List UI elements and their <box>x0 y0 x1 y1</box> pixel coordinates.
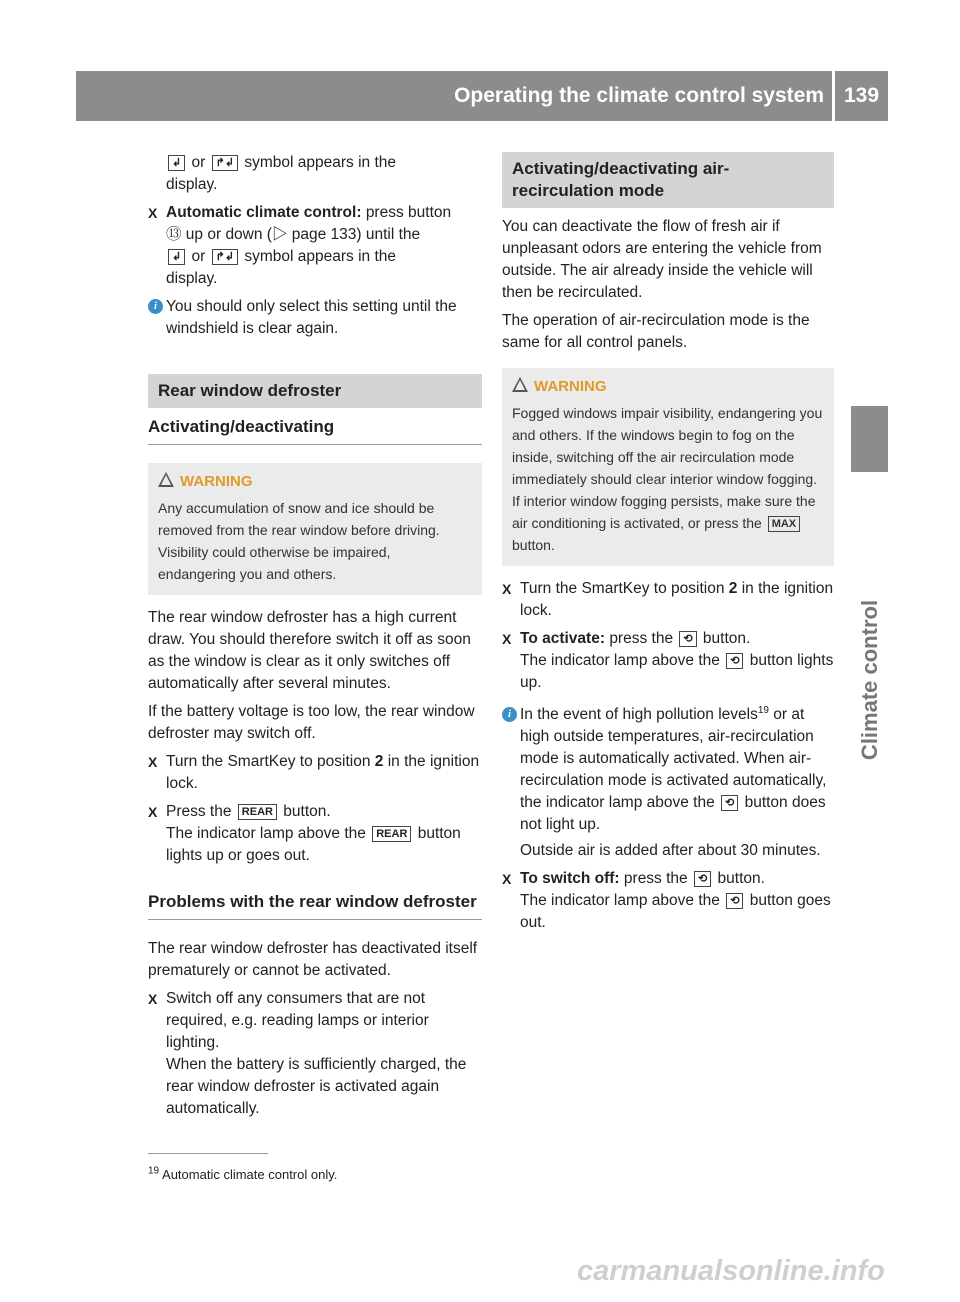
paragraph: The operation of air-recirculation mode is the same for all control panels. <box>502 312 810 351</box>
intro-text: ↲ or ↱↲ symbol appears in the display. <box>166 154 397 193</box>
info-note: i You should only select this setting until the windshield is clear again. <box>148 296 482 340</box>
subheading-problems: Problems with the rear window defroster <box>148 883 482 920</box>
airflow-windshield-icon: ↲ <box>168 155 185 171</box>
step-marker-icon: X <box>502 871 512 887</box>
step-marker-icon: X <box>148 754 158 770</box>
rear-defroster-icon: REAR <box>238 804 277 820</box>
warning-triangle-icon <box>512 377 528 392</box>
page-number: 139 <box>843 84 880 107</box>
info-icon: i <box>502 707 517 722</box>
side-tab-label: Climate control <box>857 599 882 761</box>
step-press-rear: X Press the REAR button. The indicator lamp above the REAR button lights up or goes out. <box>148 803 461 864</box>
airflow-windshield-footwell-icon: ↱↲ <box>212 249 238 265</box>
watermark: carmanualsonline.info <box>577 1255 885 1287</box>
warning-triangle-icon <box>158 472 174 487</box>
step-activate: X To activate: press the ⟲ button. The indicator lamp above the ⟲ button lights up. <box>502 630 834 691</box>
airflow-windshield-footwell-icon: ↱↲ <box>212 155 238 171</box>
step-marker-icon: X <box>148 804 158 820</box>
step-switch-off-consumers: X Switch off any consumers that are not required, e.g. reading lamps or interior lighting. When the battery is sufficiently charged, the rear window defroster is activated again automatically. <box>148 990 467 1117</box>
info-note: i In the event of high pollution levels$^{19}$ or at high outside temperatures, air-recirculation mode is automatically activated. When air-recirculation mode is activated automatically, the indicator lamp above the ⟲ button does not light up. Outside air is added after about 30 minutes. <box>502 704 834 862</box>
air-recirculation-icon: ⟲ <box>726 893 743 909</box>
warning-text: Fogged windows impair visibility, endangering you and others. If the windows begin to fog on the inside, switching off the air recirculation mode immediately should clear interior window fogging. If interior window fogging persists, make sure the air conditioning is activated, or press the MAX button. <box>512 405 823 553</box>
info-icon: i <box>148 299 163 314</box>
footnote: $^{19}$ Automatic climate control only. <box>148 1165 338 1182</box>
subheading-activating: Activating/deactivating <box>148 408 482 445</box>
paragraph: You can deactivate the flow of fresh air if unpleasant odors are entering the vehicle from outside. The air already inside the vehicle will then be recirculated. <box>502 218 822 301</box>
left-column <box>148 152 482 1126</box>
step-marker-icon: X <box>502 631 512 647</box>
step-turn-key: X Turn the SmartKey to position 2 in the ignition lock. <box>502 580 834 619</box>
step-marker-icon: X <box>502 581 512 597</box>
right-column <box>502 152 834 940</box>
max-defrost-icon: MAX <box>768 516 800 532</box>
step-marker-icon: X <box>148 205 158 221</box>
air-recirculation-icon: ⟲ <box>721 795 738 811</box>
page-title: Operating the climate control system <box>454 84 824 107</box>
side-tab-marker <box>851 406 888 472</box>
step-turn-key: X Turn the SmartKey to position 2 in the ignition lock. <box>148 753 480 792</box>
paragraph: The rear window defroster has deactivated itself prematurely or cannot be activated. <box>148 940 478 979</box>
step-marker-icon: X <box>148 991 158 1007</box>
rear-defroster-icon: REAR <box>372 826 411 842</box>
paragraph: The rear window defroster has a high current draw. You should therefore switch it off as soon as the window is clear as it only switches off automatically after several minutes. <box>148 609 471 692</box>
step-switch-off: X To switch off: press the ⟲ button. The indicator lamp above the ⟲ button goes out. <box>502 870 831 931</box>
paragraph: If the battery voltage is too low, the rear window defroster may switch off. <box>148 703 475 742</box>
warning-box <box>502 368 834 566</box>
air-recirculation-icon: ⟲ <box>726 653 743 669</box>
section-heading-rear-defroster: Rear window defroster <box>148 374 482 408</box>
footnote-rule <box>148 1153 268 1154</box>
air-recirculation-icon: ⟲ <box>679 631 696 647</box>
air-recirculation-icon: ⟲ <box>694 871 711 887</box>
airflow-windshield-icon: ↲ <box>168 249 185 265</box>
warning-title: WARNING <box>158 471 472 493</box>
warning-text: Any accumulation of snow and ice should be removed from the rear window before driving. Visibility could otherwise be impaired, endangering you and others. <box>158 500 440 582</box>
step-automatic-climate: X Automatic climate control: press button ⑬ up or down (▷ page 133) until the ↲ or ↱↲ symbol appears in the display. <box>148 204 452 287</box>
section-heading-air-recirculation: Activating/deactivating air-recirculation mode <box>502 152 834 208</box>
warning-box <box>148 463 482 595</box>
warning-title: WARNING <box>512 376 824 398</box>
